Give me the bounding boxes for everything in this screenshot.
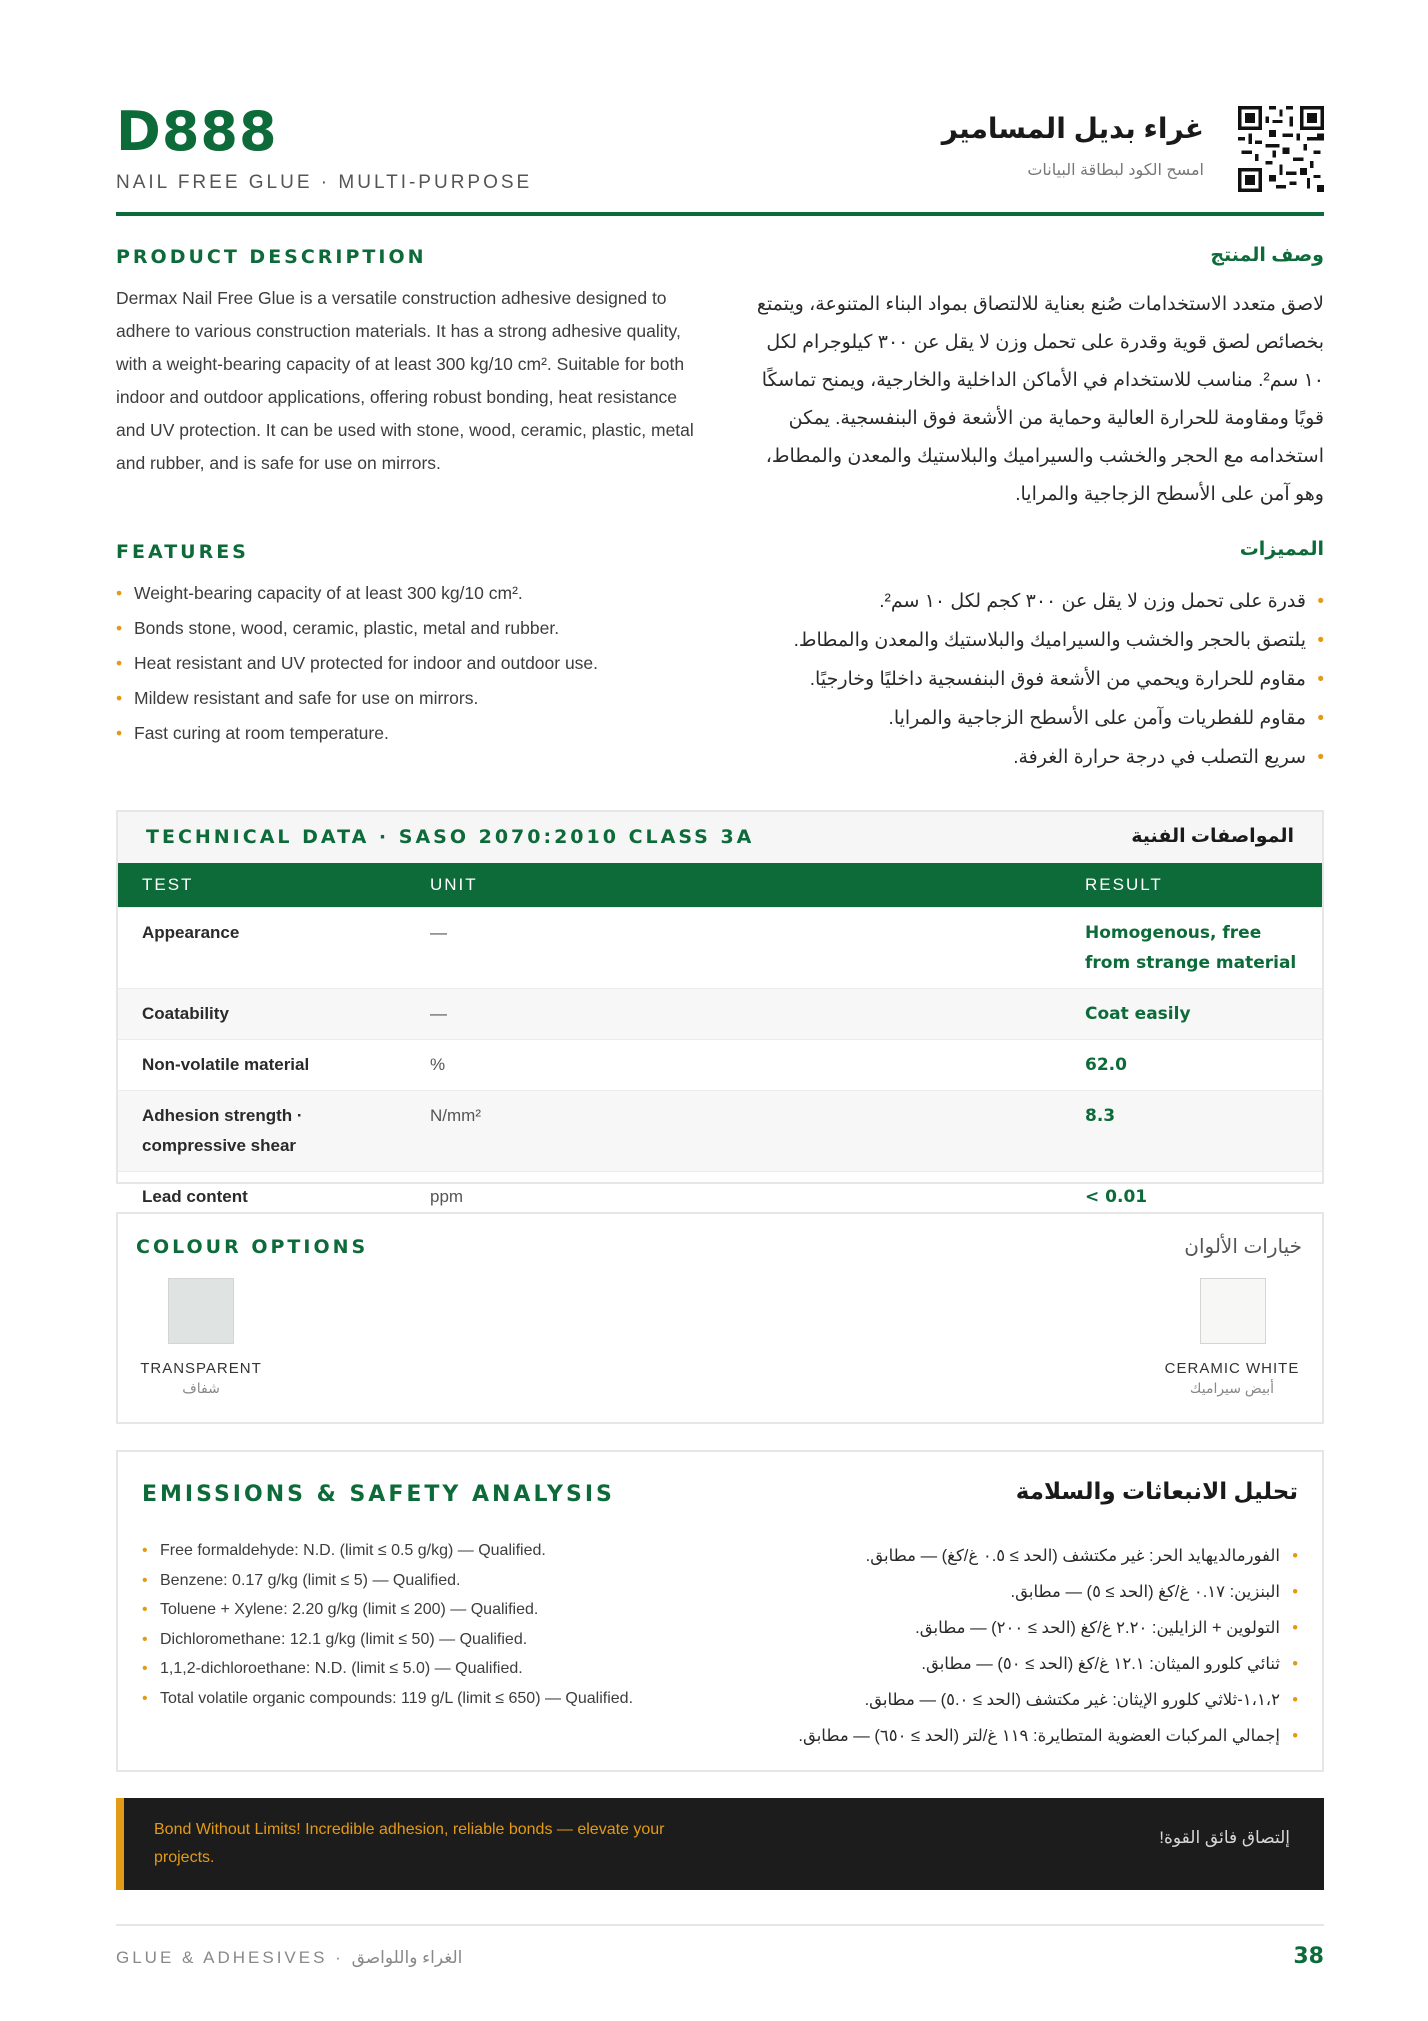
- scan-hint-ar: امسح الكود لبطاقة البيانات: [1027, 162, 1204, 179]
- list-item: • Benzene: 0.17 g/kg (limit ≤ 5) — Qualified.: [142, 1566, 702, 1596]
- table-row: [118, 988, 1322, 1039]
- cell-test: Adhesion strength · compressive shear: [118, 1090, 406, 1171]
- cell-unit: —: [406, 907, 1061, 988]
- column-header-unit: UNIT: [406, 863, 1061, 907]
- description-heading-ar: وصف المنتج: [1210, 245, 1324, 266]
- cell-unit: N/mm²: [406, 1090, 1061, 1171]
- colour-heading-en: COLOUR OPTIONS: [136, 1236, 369, 1258]
- cell-result: < 0.01: [1061, 1171, 1322, 1222]
- list-item: • ١،١،٢-ثلاثي كلورو الإيثان: غير مكتشف (الحد ≥ ٥.٠) — مطابق.: [678, 1682, 1298, 1718]
- table-row: [118, 907, 1322, 988]
- qr-code-icon[interactable]: [1238, 106, 1324, 192]
- features-heading-en: FEATURES: [116, 541, 249, 563]
- colour-label-transparent-ar: شفاف: [182, 1380, 220, 1396]
- colour-heading-ar: خيارات الألوان: [1184, 1236, 1302, 1258]
- cell-test: Lead content: [118, 1171, 406, 1222]
- features-list-ar: [684, 582, 1324, 777]
- technical-heading-en: TECHNICAL DATA · SASO 2070:2010 CLASS 3A: [146, 826, 755, 848]
- cell-unit: %: [406, 1039, 1061, 1090]
- emissions-panel: [116, 1450, 1324, 1772]
- product-title-ar: غراء بديل المسامير: [941, 113, 1204, 144]
- list-item: • Dichloromethane: 12.1 g/kg (limit ≤ 50) — Qualified.: [142, 1625, 702, 1655]
- technical-data-table: [118, 863, 1322, 1222]
- list-item: • مقاوم للفطريات وآمن على الأسطح الزجاجية والمرايا.: [684, 699, 1324, 738]
- features-list-en: [116, 576, 696, 751]
- list-item: • التولوين + الزايلين: ٢.٢٠ غ/كغ (الحد ≥ ٢٠٠) — مطابق.: [678, 1610, 1298, 1646]
- list-item: • 1,1,2-dichloroethane: N.D. (limit ≤ 5.0) — Qualified.: [142, 1654, 702, 1684]
- emissions-heading-ar: تحليل الانبعاثات والسلامة: [1015, 1478, 1298, 1504]
- list-item: • مقاوم للحرارة ويحمي من الأشعة فوق البنفسجية داخليًا وخارجيًا.: [684, 660, 1324, 699]
- list-item: • Free formaldehyde: N.D. (limit ≤ 0.5 g/kg) — Qualified.: [142, 1536, 702, 1566]
- banner-text-ar: إلتصاق فائق القوة!: [1159, 1828, 1290, 1847]
- footer-section: [116, 1948, 462, 1968]
- technical-heading-ar: المواصفات الفنية: [1131, 826, 1294, 847]
- list-item: • البنزين: ٠.١٧ غ/كغ (الحد ≥ ٥) — مطابق.: [678, 1574, 1298, 1610]
- banner-text-en: Bond Without Limits! Incredible adhesion, reliable bonds — elevate your projects.: [154, 1821, 665, 1866]
- list-item: • قدرة على تحمل وزن لا يقل عن ٣٠٠ كجم لكل ١٠ سم².: [684, 582, 1324, 621]
- page-number: 38: [1293, 1944, 1324, 1969]
- column-header-test: TEST: [118, 863, 406, 907]
- list-item: • Fast curing at room temperature.: [116, 716, 696, 751]
- technical-data-panel: [116, 810, 1324, 1207]
- list-item: • Bonds stone, wood, ceramic, plastic, metal and rubber.: [116, 611, 696, 646]
- cell-result: 8.3: [1061, 1090, 1322, 1171]
- colour-label-ceramic-white-ar: أبيض سيراميك: [1189, 1380, 1275, 1396]
- list-item: • الفورمالديهايد الحر: غير مكتشف (الحد ≥ ٠.٥ غ/كغ) — مطابق.: [678, 1538, 1298, 1574]
- cell-test: Coatability: [118, 988, 406, 1039]
- features-heading-ar: المميزات: [1239, 539, 1324, 560]
- column-header-result: RESULT: [1061, 863, 1322, 907]
- technical-data-header: [118, 812, 1322, 863]
- list-item: • يلتصق بالحجر والخشب والسيراميك والبلاستيك والمعدن والمطاط.: [684, 621, 1324, 660]
- description-heading-en: PRODUCT DESCRIPTION: [116, 246, 427, 268]
- cell-test: Appearance: [118, 907, 406, 988]
- list-item: • Heat resistant and UV protected for indoor and outdoor use.: [116, 646, 696, 681]
- footer-section-en: GLUE & ADHESIVES ·: [116, 1948, 352, 1967]
- cell-result: 62.0: [1061, 1039, 1322, 1090]
- cell-unit: ppm: [406, 1171, 1061, 1222]
- cell-unit: —: [406, 988, 1061, 1039]
- list-item: • سريع التصلب في درجة حرارة الغرفة.: [684, 738, 1324, 777]
- list-item: • Toluene + Xylene: 2.20 g/kg (limit ≤ 200) — Qualified.: [142, 1595, 702, 1625]
- list-item: • Total volatile organic compounds: 119 g/L (limit ≤ 650) — Qualified.: [142, 1684, 702, 1714]
- description-text-en: Dermax Nail Free Glue is a versatile construction adhesive designed to adhere to various construction materials. It has a strong adhesive quality, with a weight-bearing capacity of at least 300 kg/10 cm². Suitable for both indoor and outdoor applications, offering robust bonding, heat resistance and UV protection. It can be used with stone, wood, ceramic, plastic, metal and rubber, and is safe for use on mirrors.: [116, 288, 694, 473]
- list-item: • إجمالي المركبات العضوية المتطايرة: ١١٩ غ/لتر (الحد ≥ ٦٥٠) — مطابق.: [678, 1718, 1298, 1754]
- emissions-list-ar: [678, 1538, 1298, 1754]
- colour-swatch-ceramic-white[interactable]: [1200, 1278, 1266, 1344]
- emissions-list-en: [142, 1536, 702, 1713]
- colour-swatch-transparent[interactable]: [168, 1278, 234, 1344]
- cell-test: Non-volatile material: [118, 1039, 406, 1090]
- cell-result: Coat easily: [1061, 988, 1322, 1039]
- page-header: [116, 100, 1324, 216]
- colour-options-panel: [116, 1212, 1324, 1424]
- list-item: • Mildew resistant and safe for use on mirrors.: [116, 681, 696, 716]
- description-text-ar: لاصق متعدد الاستخدامات صُنع بعناية للالتصاق بمواد البناء المتنوعة، ويتمتع بخصائص لصق قوية وقدرة على تحمل وزن لا يقل عن ٣٠٠ كيلوجرام لكل ١٠ سم². مناسب للاستخدام في الأماكن الداخلية والخارجية، ويمنح تماسكًا قويًا ومقاومة للحرارة العالية وحماية من الأشعة فوق البنفسجية. يمكن استخدامه مع الحجر والخشب والسيراميك والبلاستيك والمعدن والمطاط، وهو آمن على الأسطح الزجاجية والمرايا.: [756, 294, 1324, 505]
- cell-result: Homogenous, free from strange material: [1061, 907, 1322, 988]
- product-code: D888: [116, 100, 278, 163]
- list-item: • Weight-bearing capacity of at least 300 kg/10 cm².: [116, 576, 696, 611]
- table-row: [118, 1090, 1322, 1171]
- footer-section-ar: الغراء واللواصق: [351, 1948, 463, 1967]
- colour-label-ceramic-white: CERAMIC WHITE: [1164, 1360, 1300, 1377]
- table-header-row: [118, 863, 1322, 907]
- table-row: [118, 1039, 1322, 1090]
- emissions-heading-en: EMISSIONS & SAFETY ANALYSIS: [142, 1482, 615, 1507]
- catalog-page: [116, 0, 1324, 2021]
- tagline-banner: [116, 1798, 1324, 1890]
- product-subtitle: NAIL FREE GLUE · MULTI-PURPOSE: [116, 172, 533, 193]
- page-footer: [116, 1924, 1324, 1984]
- colour-label-transparent: TRANSPARENT: [140, 1360, 262, 1377]
- list-item: • ثنائي كلورو الميثان: ١٢.١ غ/كغ (الحد ≥ ٥٠) — مطابق.: [678, 1646, 1298, 1682]
